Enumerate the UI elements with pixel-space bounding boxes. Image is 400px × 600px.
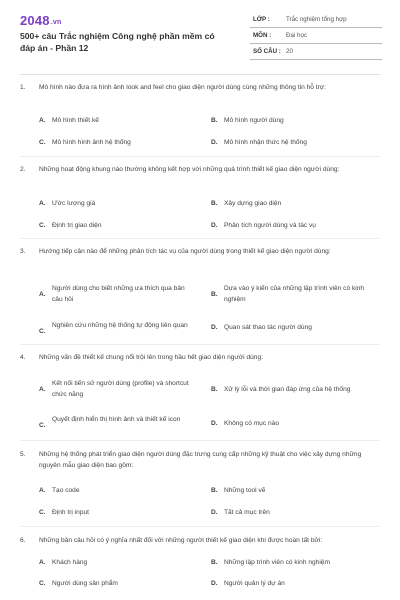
option-letter: D. (211, 420, 218, 427)
option-letter: D. (211, 139, 218, 146)
site-logo[interactable] (20, 13, 61, 28)
question-text: Những vấn đề thiết kế chung nổi trội lên trong hầu hết giao diện người dùng: (39, 354, 263, 361)
option-letter: C. (39, 222, 46, 229)
option-text: Phân tích người dùng và tác vụ (224, 222, 316, 229)
option-text: Định trị input (52, 509, 90, 516)
question-divider (20, 440, 380, 441)
question-text: Hướng tiếp cận nào để những phân tích tác vụ của người dùng trong thiết kế giao diện người dùng: (39, 248, 331, 255)
option-letter: B. (211, 487, 218, 494)
meta-value: 20 (286, 48, 293, 55)
option-letter: C. (39, 328, 46, 335)
option-text: Ước lượng giá (52, 200, 96, 207)
option-text: Quan sát thao tác người dùng (224, 324, 312, 331)
option-letter: A. (39, 200, 46, 207)
option-text: Mô hình hình ảnh hệ thống (52, 139, 131, 146)
option-letter: D. (211, 222, 218, 229)
meta-key: LỚP : (253, 16, 270, 23)
question-divider (20, 156, 380, 157)
option-text: Khách hàng (52, 559, 88, 566)
question-number: 2. (20, 166, 26, 173)
option-letter: B. (211, 386, 218, 393)
option-text: Người dùng cho biết những ưa thích qua bản câu hỏi (52, 285, 185, 303)
option-letter: A. (39, 559, 46, 566)
option-letter: B. (211, 117, 218, 124)
question-number: 1. (20, 84, 26, 91)
question-text: Những hoạt động khung nào thường không kết hợp với những quá trình thiết kế giao diện người dùng: (39, 166, 340, 173)
option-text: Những lập trình viên có kinh nghiệm (224, 559, 330, 566)
question-text: Mô hình nào đưa ra hình ảnh look and feel cho giao diện người dùng cùng những thông tin hỗ trợ: (39, 84, 326, 91)
meta-row-class (250, 12, 382, 28)
quiz-meta-box (250, 12, 382, 60)
meta-row-subject (250, 28, 382, 44)
option-text: Mô hình người dùng (224, 117, 284, 124)
page-header (0, 0, 400, 72)
question-number: 6. (20, 537, 26, 544)
meta-key: SỐ CÂU : (253, 48, 281, 55)
option-text: Xử lý lỗi và thời gian đáp ứng của hệ thống (224, 386, 351, 393)
option-letter: A. (39, 117, 46, 124)
option-text: Người quản lý dự án (224, 580, 285, 587)
option-letter: B. (211, 559, 218, 566)
option-letter: D. (211, 580, 218, 587)
option-letter: A. (39, 291, 46, 298)
question-divider (20, 238, 380, 239)
question-text: Những bản câu hỏi có ý nghĩa nhất đối với những người thiết kế giao diện khi được hoàn tất bởi: (39, 537, 323, 544)
meta-key: MÔN : (253, 32, 272, 39)
question-number: 3. (20, 248, 26, 255)
question-number: 5. (20, 451, 26, 458)
option-letter: A. (39, 487, 46, 494)
header-divider (20, 74, 380, 75)
option-letter: C. (39, 139, 46, 146)
option-letter: D. (211, 509, 218, 516)
option-letter: B. (211, 200, 218, 207)
meta-row-count (250, 44, 382, 60)
option-text: Tất cả mục trên (224, 509, 270, 516)
option-letter: B. (211, 291, 218, 298)
logo-suffix: .vn (50, 19, 62, 26)
question-text: Những hệ thống phát triển giao diện người dùng đặc trưng cung cấp những kỹ thuật cho việc xây dựng những nguyên mẫu giao diện bao gồm: (39, 451, 362, 469)
option-text: Mô hình nhận thức hệ thống (224, 139, 307, 146)
logo-text: 2048 (20, 13, 50, 28)
question-divider (20, 526, 380, 527)
option-letter: C. (39, 509, 46, 516)
option-text: Không có mục nào (224, 420, 279, 427)
option-text: Định trị giao diện (52, 222, 102, 229)
question-divider (20, 344, 380, 345)
meta-value: Trắc nghiệm tổng hợp (286, 16, 347, 23)
option-text: Xây dựng giao diện (224, 200, 282, 207)
option-text: Người dùng sản phẩm (52, 580, 118, 587)
option-text: Tạo code (52, 487, 80, 494)
question-number: 4. (20, 354, 26, 361)
page-title: 500+ câu Trắc nghiệm Công nghệ phần mềm có đáp án - Phần 12 (20, 31, 215, 53)
option-text: Quyết định hiển thị hình ảnh và thiết kế icon (52, 416, 181, 423)
meta-value: Đại học (286, 32, 307, 39)
option-letter: C. (39, 422, 46, 429)
option-text: Những tool vẽ (224, 487, 266, 494)
option-text: Nghiên cứu những hệ thống tự động liên quan (52, 322, 188, 329)
option-letter: A. (39, 386, 46, 393)
option-text: Kết nối tiến sử người dùng (profile) và shortcut chức năng (52, 380, 189, 398)
option-text: Dựa vào ý kiến của những lập trình viên có kinh nghiệm (224, 285, 365, 303)
option-letter: D. (211, 324, 218, 331)
option-letter: C. (39, 580, 46, 587)
option-text: Mô hình thiết kế (52, 117, 99, 124)
